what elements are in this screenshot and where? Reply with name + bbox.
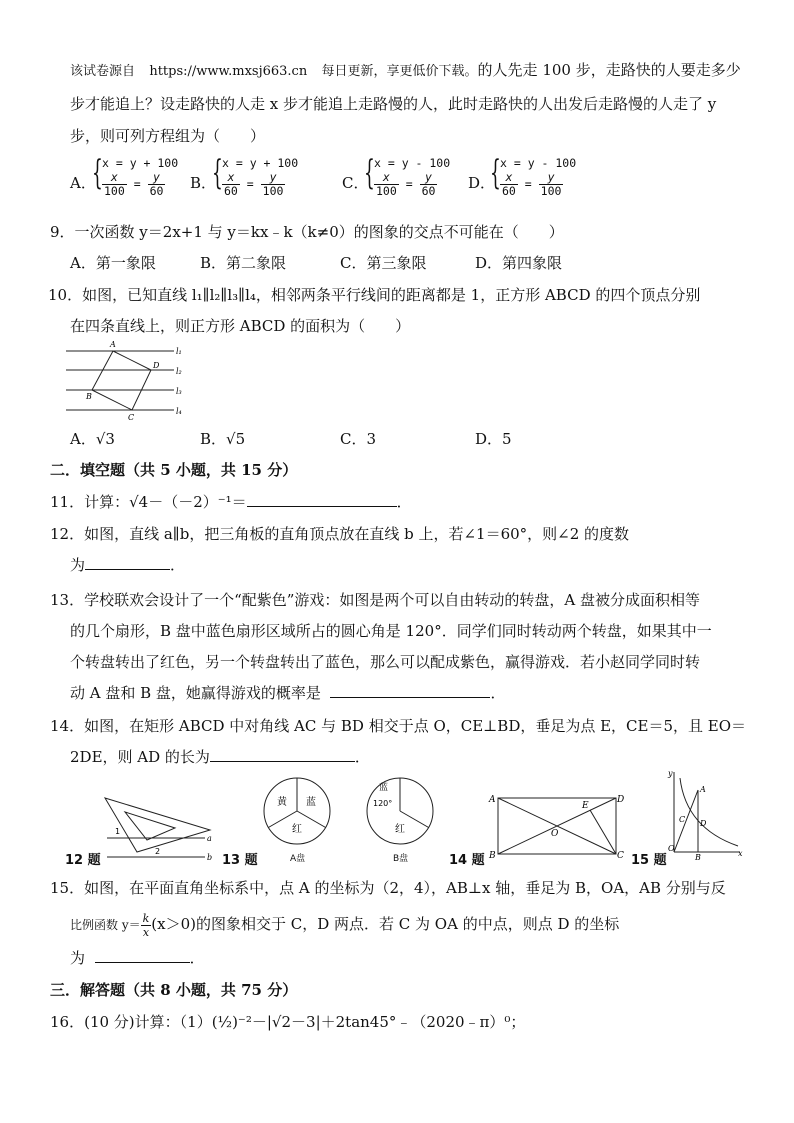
q8-equation-2: $\frac{x}{100}$ = $\frac{y}{60}$ (376, 170, 436, 198)
q8-system-brace: { (364, 153, 375, 193)
disk-a-red: 红 (292, 824, 302, 835)
source-label: 该试卷源自 (70, 64, 136, 79)
label-c: C (128, 413, 135, 422)
q8-equation-2: $\frac{x}{60}$ = $\frac{y}{100}$ (502, 170, 562, 198)
q13-line1: 13．学校联欢会设计了一个“配紫色”游戏：如图是两个可以自由转动的转盘，A 盘被分成面积相等 (50, 591, 701, 609)
r-label-o: O (551, 829, 559, 839)
caption-15: 15 题 (631, 853, 667, 868)
q15-stem3: 为 (70, 949, 86, 967)
header-line (70, 60, 741, 82)
q8-num2: y (261, 171, 286, 185)
source-url[interactable]: https://www.mxsj663.cn (149, 64, 308, 79)
q8-equation-1: x = y + 100 (102, 156, 179, 170)
q15-answer-blank[interactable] (95, 948, 190, 963)
caption-12: 12 题 (65, 853, 101, 868)
q10-option-b[interactable]: B．√5 (200, 430, 246, 448)
q11-end: ． (396, 493, 412, 511)
caption-13: 13 题 (222, 853, 258, 868)
q8-option-label[interactable]: C． (342, 174, 369, 192)
q15-line1: 15．如图，在平面直角坐标系中，点 A 的坐标为（2，4），AB⊥x 轴，垂足为 B，OA，AB 分别与反 (50, 879, 726, 897)
q15-post: (x＞0)的图象相交于 C，D 两点．若 C 为 OA 的中点，则点 D 的坐标 (151, 915, 620, 933)
q8-num2: y (420, 171, 438, 185)
q15-line3 (70, 948, 205, 968)
q8-den2: 60 (149, 184, 164, 198)
q12-figure (95, 790, 220, 860)
segment-oa (674, 790, 698, 852)
q8-system-brace: { (212, 153, 223, 193)
q11-answer-blank[interactable] (247, 492, 397, 507)
q14-line1: 14．如图，在矩形 ABCD 中对角线 AC 与 BD 相交于点 O，CE⊥BD，垂足为点 E，CE＝5，且 EO＝ (50, 717, 747, 735)
disk-a-blue: 蓝 (306, 797, 316, 808)
c-label-o: O (668, 844, 675, 853)
q8-den2: 100 (262, 184, 284, 198)
disk-a-name: A盘 (290, 854, 306, 864)
q13-stem4: 动 A 盘和 B 盘，她赢得游戏的概率是 (70, 684, 321, 702)
q9-stem: 9．一次函数 y＝2x+1 与 y＝kx﹣k（k≠0）的图象的交点不可能在（ ） (50, 223, 564, 241)
q12-answer-blank[interactable] (85, 555, 170, 570)
r-label-c: C (617, 851, 624, 860)
label-l3: l₃ (176, 387, 182, 396)
disk-b-red: 红 (395, 824, 405, 835)
q8-line3: 步，则可列方程组为（ ） (70, 127, 266, 145)
q8-equation-1: x = y + 100 (222, 156, 299, 170)
q8-den1: 60 (502, 184, 516, 198)
q10-line1: 10．如图，已知直线 l₁∥l₂∥l₃∥l₄，相邻两条平行线间的距离都是 1，正方形 ABCD 的四个顶点分别 (48, 286, 701, 304)
q8-num1: x (374, 171, 399, 185)
axis-y-label: y (668, 769, 673, 778)
q8-den2: 100 (540, 184, 562, 198)
label-l1: l₁ (176, 347, 182, 356)
c-label-b: B (695, 853, 701, 860)
q14-figure (486, 790, 626, 860)
disk-a-yellow: 黄 (277, 797, 287, 808)
q9-option-c[interactable]: C．第三象限 (340, 254, 427, 272)
q12-stem2: 为 (70, 556, 86, 574)
q15-k: k (142, 911, 150, 925)
q8-den1: 100 (376, 184, 397, 198)
r-label-b: B (489, 851, 496, 860)
q12-end: ． (170, 556, 186, 574)
disk-a (262, 776, 332, 846)
q13-line2: 的几个扇形，B 盘中蓝色扇形区域所占的圆心角是 120°．同学们同时转动两个转盘，如果其中一 (70, 622, 712, 640)
q8-den1: 60 (224, 184, 238, 198)
q9-option-a[interactable]: A．第一象限 (70, 254, 156, 272)
disk-b (365, 776, 435, 846)
label-a-line: a (207, 834, 212, 843)
q13-answer-blank[interactable] (330, 683, 490, 698)
section-2-heading: 二．填空题（共 5 小题，共 15 分） (50, 461, 298, 479)
q9-option-b[interactable]: B．第二象限 (200, 254, 287, 272)
c-label-d: D (700, 819, 707, 828)
q8-line2: 步才能追上？设走路快的人走 x 步才能追上走路慢的人，此时走路快的人出发后走路慢的人走了 y (70, 95, 717, 113)
triangle-outer (105, 798, 210, 852)
q10-line2: 在四条直线上，则正方形 ABCD 的面积为（ ） (70, 317, 411, 335)
hyperbola (680, 778, 738, 846)
disk-b-blue: 蓝 (379, 783, 389, 793)
label-d: D (153, 361, 160, 370)
q15-pre: 比例函数 y＝ (70, 918, 141, 932)
triangle-inner (125, 812, 175, 840)
disk-b-name: B盘 (393, 854, 409, 864)
q8-den2: 60 (421, 184, 436, 198)
q8-equation-1: x = y - 100 (374, 156, 451, 170)
q16-line: 16．(10 分)计算：（1）(½)⁻²－|√2－3|＋2tan45°﹣（2020﹣π）⁰； (50, 1013, 526, 1031)
q8-num2: y (539, 171, 564, 185)
q14-stem2: 2DE，则 AD 的长为 (70, 748, 210, 766)
q12-line1: 12．如图，直线 a∥b，把三角板的直角顶点放在直线 b 上，若∠1＝60°，则∠2 的度数 (50, 525, 630, 543)
c-label-a: A (700, 785, 706, 794)
q8-equation-1: x = y - 100 (500, 156, 577, 170)
angle-1-label: 1 (115, 827, 121, 836)
q9-option-d[interactable]: D．第四象限 (475, 254, 563, 272)
q8-equation-2: $\frac{x}{100}$ = $\frac{y}{60}$ (104, 170, 164, 198)
q15-x: x (142, 925, 150, 939)
q8-equation-2: $\frac{x}{60}$ = $\frac{y}{100}$ (224, 170, 284, 198)
update-notice: 每日更新，享更低价下载。 (321, 64, 478, 79)
square-abcd (92, 351, 151, 410)
q8-num1: x (222, 171, 240, 185)
q15-end: ． (189, 949, 205, 967)
q8-num2: y (148, 171, 166, 185)
q15-line2 (70, 906, 619, 942)
q12-line2 (70, 555, 185, 575)
r-label-d: D (617, 795, 625, 805)
q10-figure (62, 338, 192, 426)
q10-option-a[interactable]: A．√3 (70, 430, 115, 448)
label-b: B (86, 392, 92, 401)
q14-line2 (70, 747, 370, 767)
q8-system-brace: { (490, 153, 501, 193)
q11-stem: 11．计算：√4－（－2）⁻¹＝ (50, 493, 247, 511)
q13-line4 (70, 683, 506, 703)
q8-num1: x (500, 171, 518, 185)
label-b-line: b (207, 853, 213, 860)
c-label-c: C (679, 815, 686, 824)
q15-fraction (141, 912, 152, 939)
q10-option-d[interactable]: D．5 (475, 430, 512, 448)
label-l4: l₄ (176, 407, 182, 416)
q13-end: ． (490, 684, 506, 702)
q8-option-label[interactable]: D． (468, 174, 496, 192)
caption-14: 14 题 (449, 853, 485, 868)
q8-den1: 100 (104, 184, 125, 198)
label-a: A (110, 340, 116, 349)
q8-line1-rest: 的人先走 100 步，走路快的人要走多少 (477, 61, 741, 79)
q11-line (50, 492, 412, 512)
angle-2-label: 2 (155, 847, 161, 856)
q10-option-c[interactable]: C．3 (340, 430, 377, 448)
q8-option-label[interactable]: B． (190, 174, 217, 192)
axis-x-label: x (738, 849, 743, 858)
r-label-e: E (582, 801, 589, 811)
label-l2: l₂ (176, 367, 182, 376)
q8-system-brace: { (92, 153, 103, 193)
q14-end: ． (354, 748, 370, 766)
q8-option-label[interactable]: A． (70, 174, 96, 192)
q8-num1: x (102, 171, 127, 185)
q13-line3: 个转盘转出了红色，另一个转盘转出了蓝色，那么可以配成紫色，赢得游戏．若小赵同学同时转 (70, 653, 701, 671)
q14-answer-blank[interactable] (210, 747, 355, 762)
r-label-a: A (489, 795, 496, 805)
disk-b-angle: 120° (373, 799, 393, 808)
q15-figure (660, 768, 745, 860)
section-3-heading: 三．解答题（共 8 小题，共 75 分） (50, 981, 298, 999)
